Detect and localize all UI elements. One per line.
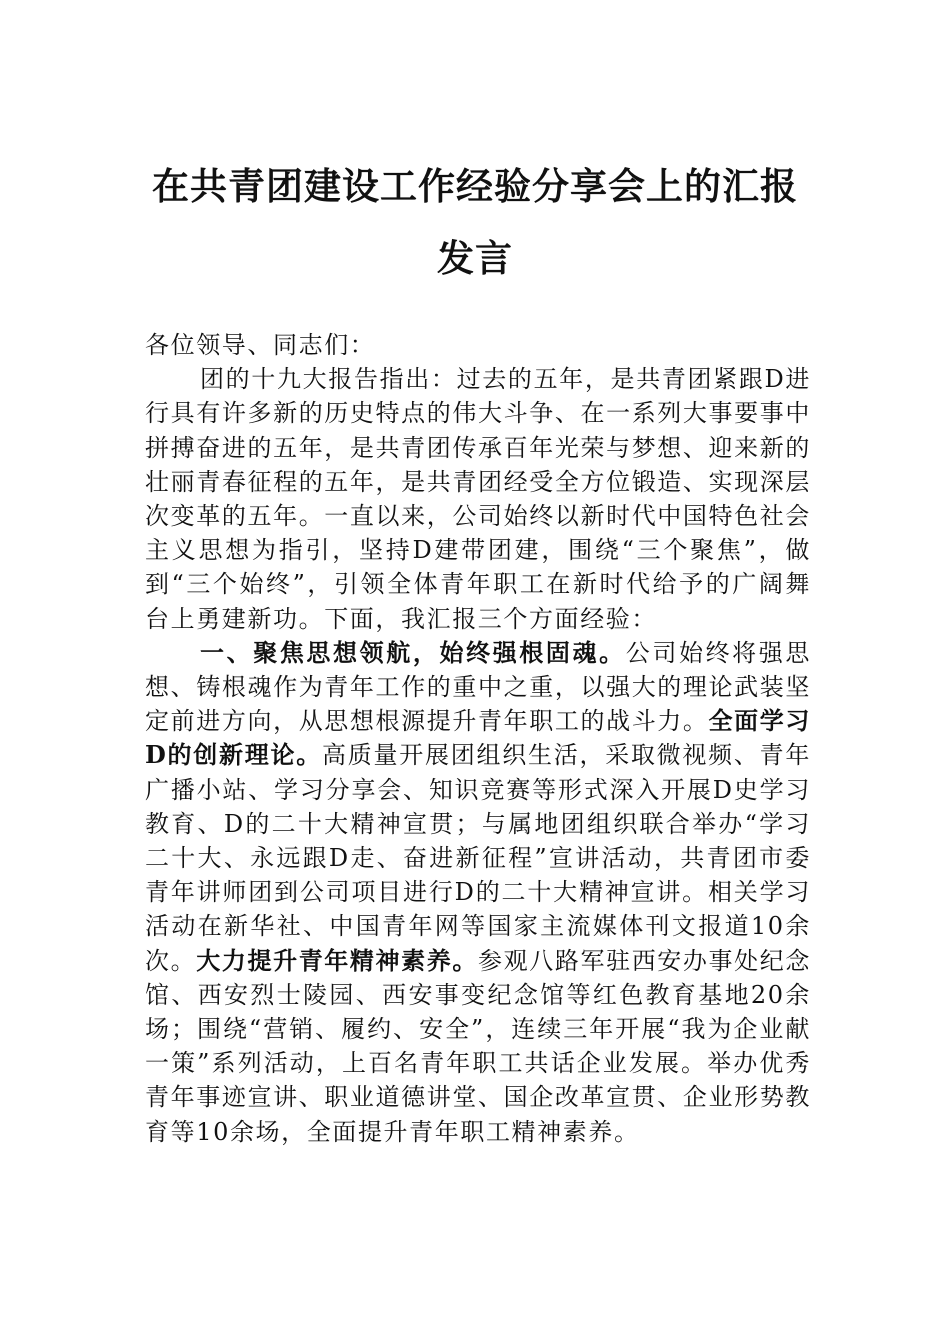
section-1-paragraph bbox=[145, 636, 811, 1149]
document-body bbox=[145, 328, 811, 1149]
section-1-subheading-1: 全面学习D的创新理论。 bbox=[145, 706, 811, 770]
section-1-text-1: 公司始终将强思想、铸根魂作为青年工作的重中之重，以强大的理论武装坚定前进方向，从思想根源提升青年职工的战斗力。 bbox=[145, 638, 812, 736]
section-1-text-3: 参观八路军驻西安办事处纪念馆、西安烈士陵园、西安事变纪念馆等红色教育基地20余场；围绕“营销、履约、安全”，连续三年开展“我为企业献一策”系列活动，上百名青年职工共话企业发展。举办优秀青年事迹宣讲、职业道德讲堂、国企改革宣贯、企业形势教育等10余场，全面提升青年职工精神素养。 bbox=[145, 946, 811, 1146]
section-1-subheading-2: 大力提升青年精神素养。 bbox=[196, 945, 478, 975]
intro-paragraph: 团的十九大报告指出：过去的五年，是共青团紧跟D进行具有许多新的历史特点的伟大斗争、在一系列大事要事中拼搏奋进的五年，是共青团传承百年光荣与梦想、迎来新的壮丽青春征程的五年，是共青团经受全方位锻造、实现深层次变革的五年。一直以来，公司始终以新时代中国特色社会主义思想为指引，坚持D建带团建，围绕“三个聚焦”，做到“三个始终”，引领全体青年职工在新时代给予的广阔舞台上勇建新功。下面，我汇报三个方面经验： bbox=[145, 365, 811, 633]
section-1-heading: 一、聚焦思想领航，始终强根固魂。 bbox=[200, 637, 626, 667]
section-1-text-2: 高质量开展团组织生活，采取微视频、青年广播小站、学习分享会、知识竞赛等形式深入开展D史学习教育、D的二十大精神宣贯；与属地团组织联合举办“学习二十大、永远跟D走、奋进新征程”宣讲活动，共青团市委青年讲师团到公司项目进行D的二十大精神宣讲。相关学习活动在新华社、中国青年网等国家主流媒体刊文报道10余次。 bbox=[145, 741, 811, 975]
salutation: 各位领导、同志们： bbox=[145, 331, 376, 359]
document-title: 在共青团建设工作经验分享会上的汇报发言 bbox=[152, 164, 798, 280]
